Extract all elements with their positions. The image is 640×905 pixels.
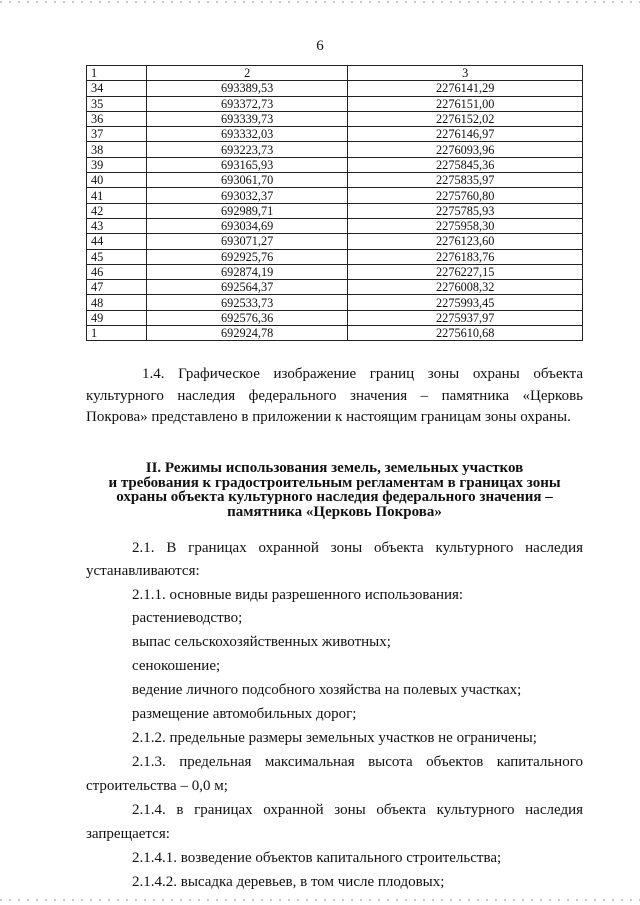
coordinates-table-body <box>87 81 583 341</box>
paragraph-1-4-text: 1.4. Графическое изображение границ зоны охраны объекта культурного наследия федерального значения – памятника «Церковь Покрова» представлено в приложении к настоящим границам зоны охраны. <box>86 366 583 425</box>
section-title-line: II. Режимы использования земель, земельных участков <box>145 460 524 476</box>
point-number-cell: 48 <box>87 295 147 310</box>
table-row <box>87 157 583 172</box>
x-coordinate-cell: 692925,76 <box>146 249 348 264</box>
scan-edge-top <box>0 1 640 3</box>
point-number-cell: 42 <box>87 203 147 218</box>
x-coordinate-cell: 693339,73 <box>146 111 348 126</box>
x-coordinate-cell: 692874,19 <box>146 264 348 279</box>
y-coordinate-cell: 2275785,93 <box>348 203 583 218</box>
section-title-line: памятника «Церковь Покрова» <box>227 503 442 520</box>
table-row <box>87 280 583 295</box>
page-number: 6 <box>316 38 324 54</box>
point-number-cell: 47 <box>87 280 147 295</box>
point-number-cell: 49 <box>87 310 147 325</box>
body-line: 2.1.3. предельная максимальная высота объектов капитального <box>132 754 583 770</box>
point-number-cell: 39 <box>87 157 147 172</box>
body-line: 2.1.2. предельные размеры земельных участков не ограничены; <box>132 730 537 746</box>
column-header: 2 <box>146 66 348 81</box>
table-row <box>87 218 583 233</box>
scan-edge-bottom <box>0 899 640 901</box>
table-row <box>87 310 583 325</box>
x-coordinate-cell: 692533,73 <box>146 295 348 310</box>
body-line: 2.1.4. в границах охранной зоны объекта культурного наследия <box>132 802 583 818</box>
table-row <box>87 264 583 279</box>
point-number-cell: 46 <box>87 264 147 279</box>
x-coordinate-cell: 693223,73 <box>146 142 348 157</box>
y-coordinate-cell: 2276008,32 <box>348 280 583 295</box>
x-coordinate-cell: 693032,37 <box>146 188 348 203</box>
table-row <box>87 249 583 264</box>
y-coordinate-cell: 2275610,68 <box>348 326 583 341</box>
body-line: растениеводство; <box>132 610 243 626</box>
point-number-cell: 34 <box>87 81 147 96</box>
y-coordinate-cell: 2275760,80 <box>348 188 583 203</box>
y-coordinate-cell: 2275937,97 <box>348 310 583 325</box>
body-line: 2.1.4.2. высадка деревьев, в том числе плодовых; <box>132 874 445 890</box>
body-line: сенокошение; <box>132 658 221 674</box>
y-coordinate-cell: 2276227,15 <box>348 264 583 279</box>
table-row <box>87 188 583 203</box>
y-coordinate-cell: 2275958,30 <box>348 218 583 233</box>
point-number-cell: 45 <box>87 249 147 264</box>
y-coordinate-cell: 2276146,97 <box>348 127 583 142</box>
x-coordinate-cell: 692924,78 <box>146 326 348 341</box>
column-header: 3 <box>348 66 583 81</box>
table-row <box>87 173 583 188</box>
y-coordinate-cell: 2276152,02 <box>348 111 583 126</box>
x-coordinate-cell: 693332,03 <box>146 127 348 142</box>
table-row <box>87 127 583 142</box>
x-coordinate-cell: 693389,53 <box>146 81 348 96</box>
y-coordinate-cell: 2275835,97 <box>348 173 583 188</box>
x-coordinate-cell: 693071,27 <box>146 234 348 249</box>
x-coordinate-cell: 693372,73 <box>146 96 348 111</box>
section-title-line: и требования к градостроительным регламентам в границах зоны <box>108 474 561 491</box>
x-coordinate-cell: 693061,70 <box>146 173 348 188</box>
x-coordinate-cell: 692576,36 <box>146 310 348 325</box>
body-line: ведение личного подсобного хозяйства на полевых участках; <box>132 682 522 698</box>
y-coordinate-cell: 2276151,00 <box>348 96 583 111</box>
point-number-cell: 43 <box>87 218 147 233</box>
point-number-cell: 41 <box>87 188 147 203</box>
coordinates-table <box>86 65 583 341</box>
point-number-cell: 38 <box>87 142 147 157</box>
body-line: 2.1.1. основные виды разрешенного использования: <box>132 587 464 603</box>
table-row <box>87 142 583 157</box>
point-number-cell: 37 <box>87 127 147 142</box>
point-number-cell: 35 <box>87 96 147 111</box>
table-row <box>87 81 583 96</box>
y-coordinate-cell: 2276183,76 <box>348 249 583 264</box>
table-row <box>87 96 583 111</box>
section-title <box>86 461 583 519</box>
point-number-cell: 36 <box>87 111 147 126</box>
body-line: 2.1.4.1. возведение объектов капитального строительства; <box>132 850 502 866</box>
column-header: 1 <box>87 66 147 81</box>
y-coordinate-cell: 2275993,45 <box>348 295 583 310</box>
table-header-row <box>87 66 583 81</box>
table-row <box>87 111 583 126</box>
x-coordinate-cell: 693165,93 <box>146 157 348 172</box>
table-row <box>87 295 583 310</box>
body-line: запрещается: <box>86 826 170 842</box>
x-coordinate-cell: 692564,37 <box>146 280 348 295</box>
x-coordinate-cell: 693034,69 <box>146 218 348 233</box>
y-coordinate-cell: 2276093,96 <box>348 142 583 157</box>
y-coordinate-cell: 2276141,29 <box>348 81 583 96</box>
body-line: 2.1. В границах охранной зоны объекта культурного наследия <box>132 540 583 556</box>
point-number-cell: 1 <box>87 326 147 341</box>
body-line: строительства – 0,0 м; <box>86 778 228 794</box>
y-coordinate-cell: 2276123,60 <box>348 234 583 249</box>
body-line: выпас сельскохозяйственных животных; <box>132 634 391 650</box>
body-line: размещение автомобильных дорог; <box>132 706 357 722</box>
point-number-cell: 40 <box>87 173 147 188</box>
table-row <box>87 234 583 249</box>
table-row <box>87 326 583 341</box>
table-row <box>87 203 583 218</box>
point-number-cell: 44 <box>87 234 147 249</box>
body-line: устанавливаются: <box>86 563 200 579</box>
y-coordinate-cell: 2275845,36 <box>348 157 583 172</box>
paragraph-1-4 <box>86 364 583 429</box>
x-coordinate-cell: 692989,71 <box>146 203 348 218</box>
section-title-line: охраны объекта культурного наследия федерального значения – <box>116 489 553 505</box>
